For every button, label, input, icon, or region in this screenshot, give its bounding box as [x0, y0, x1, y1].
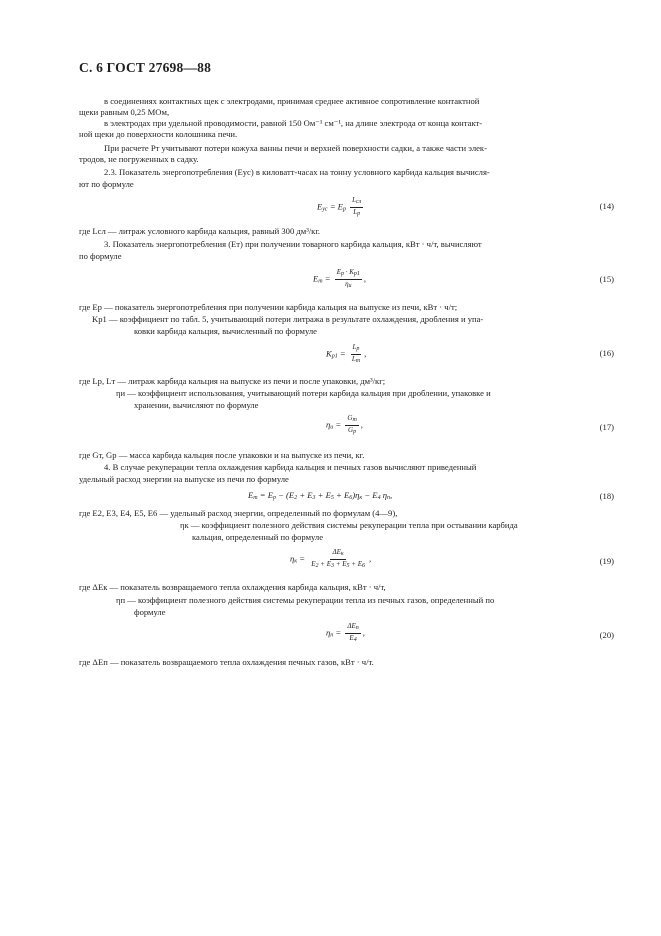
text-line: где Lр, Lт — литраж карбида кальция на выпуске из печи и после упаковки, дм³/кг;	[79, 376, 386, 386]
formula-19: $\eta_к$ = $\frac{\Delta E_к}{E_2 + E_3 + E_5 + E_6}$ ,	[290, 548, 372, 569]
text-line: хранении, вычисляют по формуле	[134, 400, 259, 410]
text-line: где Gт, Gр — масса карбида кальция после упаковки и на выпуске из печи, кг.	[79, 450, 365, 460]
text-line: где E2, E3, E4, E5, E6 — удельный расход энергии, определенный по формулам (4—9),	[79, 508, 398, 518]
formula-14: $E_{ус} = E_р$ $\frac{L_{сл}}{L_р}$	[317, 196, 362, 217]
text-line: 3. Показатель энергопотребления (Eт) при получении товарного карбида кальция, кВт · ч/т, вычисляют	[104, 239, 482, 249]
text-line: ηи — коэффициент использования, учитывающий потери карбида кальция при дроблении, упаковке и	[116, 388, 491, 398]
text-line: 4. В случае рекуперации тепла охлаждения карбида кальция и печных газов вычисляют приведенный	[104, 462, 477, 472]
text-line: ной щеки до поверхности колошника печи.	[79, 129, 238, 139]
formula-15: $E_т$ = $\frac{E_р \cdot K_{р1}}{\eta_и}$ ,	[313, 268, 367, 289]
equation-number: (19)	[599, 556, 614, 566]
equation-number: (17)	[599, 422, 614, 432]
text-line: щеки равным 0,25 МОм,	[79, 107, 170, 117]
text-line: ковки карбида кальция, вычисленный по формуле	[134, 326, 317, 336]
text-line: ют по формуле	[79, 179, 134, 189]
equation-number: (20)	[599, 630, 614, 640]
text-line: кальция, определенный по формуле	[192, 532, 324, 542]
formula-18: $E_т = E_р - (E_2 + E_3 + E_5 + E_6)\eta_к - E_4$ $\eta_п$,	[248, 490, 393, 501]
text-line: формуле	[134, 607, 166, 617]
text-line: где ΔEк — показатель возвращаемого тепла охлаждения карбида кальция, кВт · ч/т,	[79, 582, 386, 592]
equation-number: (15)	[599, 274, 614, 284]
text-line: в соединениях контактных щек с электродами, принимая среднее активное сопротивление контактной	[104, 96, 480, 106]
text-line: в электродах при удельной проводимости, равной 150 Ом⁻¹ см⁻¹, на длине электрода от конца контакт-	[104, 118, 483, 128]
formula-16: $K_{р1}$ = $\frac{L_р}{L_т}$ ,	[326, 343, 367, 364]
equation-number: (16)	[599, 348, 614, 358]
equation-number: (18)	[599, 491, 614, 501]
formula-17: $\eta_и$ = $\frac{G_т}{G_р}$ ,	[326, 414, 363, 435]
text-line: где ΔEп — показатель возвращаемого тепла охлаждения печных газов, кВт · ч/т.	[79, 657, 374, 667]
text-line: 2.3. Показатель энергопотребления (Eус) в киловатт-часах на тонну условного карбида кальция вычисля-	[104, 167, 490, 177]
text-line: удельный расход энергии на выпуске из печи по формуле	[79, 474, 289, 484]
text-line: ηк — коэффициент полезного действия системы рекуперации тепла при остывании карбида	[180, 520, 518, 530]
text-line: При расчете Pт учитывают потери кожуха ванны печи и верхней поверхности садки, а также части элек-	[104, 143, 487, 153]
text-line: где Eр — показатель энергопотребления при получении карбида кальция на выпуске из печи, кВт · ч/т;	[79, 302, 458, 312]
text-line: Kр1 — коэффициент по табл. 5, учитывающий потери литража в результате охлаждения, дробления и упа-	[92, 314, 484, 324]
equation-number: (14)	[599, 201, 614, 211]
formula-20: $\eta_п$ = $\frac{\Delta E_п}{E_4}$ ,	[326, 622, 365, 643]
text-line: по формуле	[79, 251, 122, 261]
text-line: ηп — коэффициент полезного действия системы рекуперации тепла из печных газов, определенный по	[116, 595, 495, 605]
text-line: где Lсл — литраж условного карбида кальция, равный 300 дм³/кг.	[79, 226, 321, 236]
text-line: тродов, не погруженных в садку.	[79, 154, 199, 164]
page-header: С. 6 ГОСТ 27698—88	[79, 60, 212, 75]
